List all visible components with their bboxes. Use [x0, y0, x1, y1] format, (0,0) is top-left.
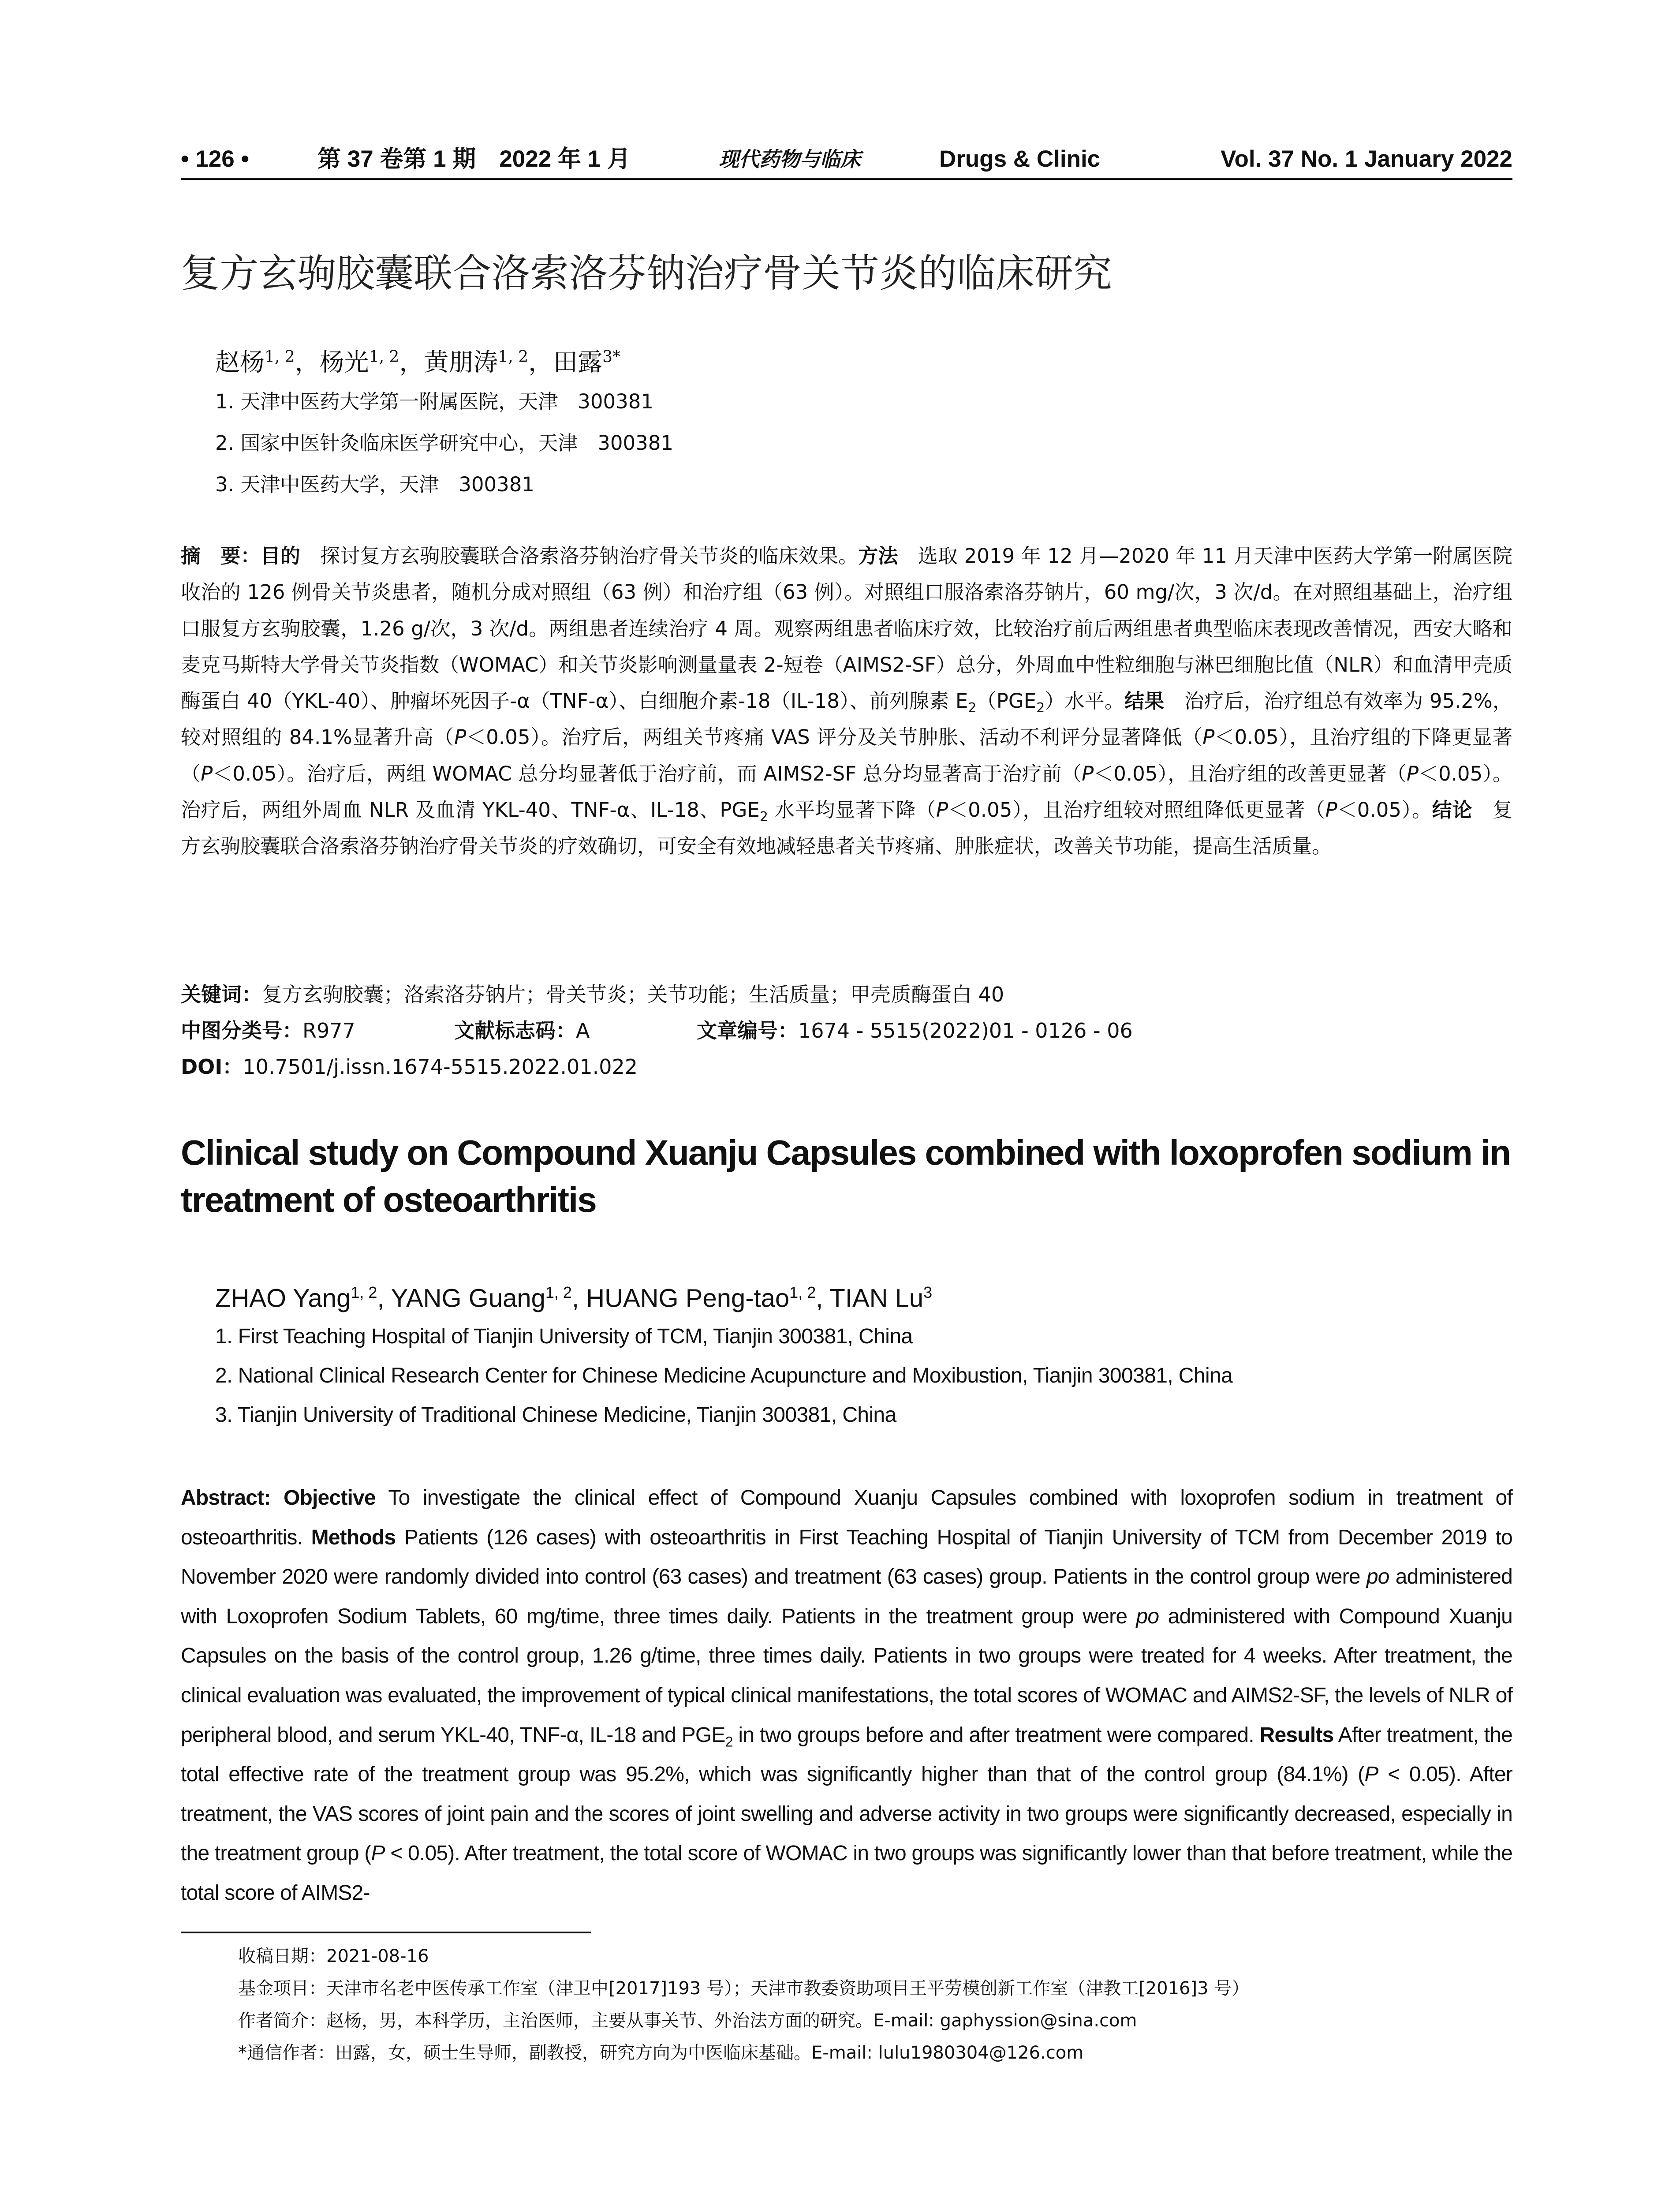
doi-line: [181, 1049, 1512, 1085]
affiliations-cn: [215, 381, 1494, 505]
doc-code-value: A: [576, 1019, 590, 1043]
issue-info-cn: 第 37 卷第 1 期 2022 年 1 月: [317, 146, 631, 172]
doc-code-label: 文献标志码：: [454, 1019, 576, 1043]
methods-text-en: administered with Compound Xuanju Capsules on the basis of the control group, 1.26 g/time, three times daily. Patients in two groups were treated for 4 weeks. After treatment, the clinical evaluation was evaluated, the improvement of typical clinical manifestations, the total scores of WOMAC and AIMS2-SF, the levels of NLR of peripheral blood, and serum YKL-40, TNF-α, IL-18 and PGE: [181, 1604, 1512, 1747]
keywords-label-cn: 关键词：: [181, 983, 262, 1006]
results-text-cn: ＜0.05）。: [1337, 798, 1432, 822]
footnote-label: 作者简介：: [238, 2011, 326, 2031]
author-en: HUANG Peng-tao: [586, 1284, 790, 1313]
author-separator: ，: [528, 348, 553, 377]
author-en: TIAN Lu: [829, 1284, 924, 1313]
author-separator: ,: [571, 1284, 586, 1313]
author-affil-sup: 3*: [602, 348, 621, 366]
authors-en: [215, 1274, 932, 1316]
authors-cn: [215, 340, 620, 381]
author-affil-sup: 1, 2: [369, 348, 399, 366]
clc-value: R977: [302, 1019, 355, 1043]
footnote-text: 天津市名老中医传承工作室（津卫中[2017]193 号）；天津市教委资助项目王平劳模创新工作室（津教工[2016]3 号）: [326, 1978, 1250, 1999]
author-cn: 田露: [553, 348, 603, 377]
footnote-rule: [181, 1932, 591, 1933]
author-separator: ,: [816, 1284, 830, 1313]
journal-name-cn: 现代药物与临床: [719, 147, 861, 171]
author-separator: ，: [295, 348, 320, 377]
results-text-cn: ＜0.05）。治疗后，两组外周血 NLR 及血清 YKL-40、TNF-α、IL-18、PGE: [181, 762, 1512, 822]
title-en: Clinical study on Compound Xuanju Capsules combined with loxoprofen sodium in treatment of osteoarthritis: [181, 1133, 1511, 1219]
author-cn: 赵杨: [215, 348, 265, 377]
objective-text-cn: 探讨复方玄驹胶囊联合洛索洛芬钠治疗骨关节炎的临床效果。: [300, 544, 859, 568]
objective-text-en: To investigate the clinical effect of Compound Xuanju Capsules combined with loxoprofen sodium in treatment of osteoarthritis.: [181, 1486, 1512, 1549]
author-affil-sup: 1, 2: [265, 348, 295, 366]
subscript: 2: [725, 1734, 733, 1750]
author-affil-sup: 1, 2: [498, 348, 529, 366]
author-cn: 杨光: [319, 348, 369, 377]
p-value-symbol: P: [1406, 762, 1419, 785]
page-number: • 126 •: [181, 146, 249, 172]
objective-label-cn: 目的: [260, 544, 301, 568]
classification-line: [181, 1013, 1512, 1049]
footnote-text: 田露，女，硕士生导师，副教授，研究方向为中医临床基础。E-mail: lulu1980304@126.com: [335, 2043, 1084, 2063]
footnotes: [238, 1940, 1517, 2069]
journal-name-en: Drugs & Clinic: [939, 146, 1101, 172]
abstract-label-en: Abstract:: [181, 1486, 271, 1510]
footnote-label: 基金项目：: [238, 1978, 326, 1999]
running-header: [181, 140, 1512, 178]
affiliation-cn: 1. 天津中医药大学第一附属医院，天津 300381: [215, 390, 654, 413]
results-text-cn: ＜0.05）。治疗后，两组 WOMAC 总分均显著低于治疗前，而 AIMS2-SF 总分均显著高于治疗前（: [213, 762, 1082, 785]
conclusion-text-cn: 复方玄驹胶囊联合洛索洛芬钠治疗骨关节炎的疗效确切，可安全有效地减轻患者关节疼痛、肿胀症状，改善关节功能，提高生活质量。: [181, 798, 1512, 858]
methods-text-cn: ）水平。: [1045, 689, 1125, 713]
results-text-cn: 水平均显著下降（: [768, 798, 937, 822]
p-value-symbol: P: [1202, 725, 1215, 749]
methods-text-cn: （PGE: [976, 689, 1037, 713]
conclusion-label-cn: 结论: [1432, 798, 1473, 822]
author-cn: 黄朋涛: [424, 348, 498, 377]
issue-info-en: Vol. 37 No. 1 January 2022: [1221, 146, 1512, 172]
methods-label-cn: 方法: [858, 544, 898, 568]
methods-label-en: Methods: [311, 1525, 396, 1549]
abstract-label-cn: 摘 要：: [181, 544, 261, 568]
doi-link[interactable]: 10.7501/j.issn.1674-5515.2022.01.022: [243, 1055, 638, 1079]
keywords-cn: [181, 976, 1512, 1013]
footnote-corresponding: [238, 2037, 1517, 2069]
affiliation-en: 1. First Teaching Hospital of Tianjin University of TCM, Tianjin 300381, China: [215, 1325, 913, 1348]
abstract-cn: [181, 538, 1512, 865]
results-text-en: < 0.05). After treatment, the total score of WOMAC in two groups was significantly lower than that before treatment, while the total score of AIMS2-: [181, 1842, 1512, 1905]
author-en: ZHAO Yang: [215, 1284, 351, 1313]
p-value-symbol: P: [936, 798, 948, 822]
author-affil-sup: 1, 2: [351, 1283, 377, 1301]
p-value-symbol: P: [1082, 762, 1094, 785]
footnote-text: 赵杨，男，本科学历，主治医师，主要从事关节、外治法方面的研究。E-mail: gaphyssion@sina.com: [326, 2011, 1137, 2031]
author-separator: ,: [377, 1284, 391, 1313]
results-text-cn: ＜0.05）。治疗后，两组关节疼痛 VAS 评分及关节肿胀、活动不利评分显著降低（: [466, 725, 1203, 749]
results-text-en: After treatment, the total effective rate of the treatment group was 95.2%, which was significantly higher than that of the control group (84.1%) (: [181, 1723, 1512, 1786]
author-affil-sup: 1, 2: [789, 1283, 816, 1301]
results-text-cn: ＜0.05），且治疗组的改善更显著（: [1094, 762, 1407, 785]
affiliation-cn: 3. 天津中医药大学，天津 300381: [215, 473, 535, 496]
methods-text-en: Patients (126 cases) with osteoarthritis in First Teaching Hospital of Tianjin University of TCM from December 2019 to November 2020 were randomly divided into control (63 cases) and treatment (63 cases) group. Patients in the control group were: [181, 1525, 1512, 1589]
p-value-symbol: P: [371, 1842, 385, 1865]
results-label-en: Results: [1259, 1723, 1334, 1747]
author-separator: ，: [399, 348, 424, 377]
abstract-en: [181, 1478, 1512, 1913]
p-value-symbol: P: [1325, 798, 1337, 822]
doi-label: DOI：: [181, 1055, 243, 1079]
author-en: YANG Guang: [391, 1284, 545, 1313]
results-text-cn: 治疗后，治疗组总有效率为 95.2%，较对照组的 84.1%显著升高（: [181, 689, 1512, 749]
results-text-en: < 0.05). After treatment, the VAS scores of joint pain and the scores of joint swelling and adverse activity in two groups were significantly decreased, especially in the treatment group (: [181, 1763, 1512, 1865]
subscript: 2: [759, 809, 768, 825]
article-number-label: 文章编号：: [697, 1019, 798, 1043]
footnote-funding: [238, 1973, 1517, 2005]
methods-text-en: administered with Loxoprofen Sodium Tablets, 60 mg/time, three times daily. Patients in the treatment group were: [181, 1565, 1512, 1628]
results-text-cn: ＜0.05），且治疗组的下降更显著（: [181, 725, 1513, 785]
footnote-label: 收稿日期：: [238, 1946, 326, 1966]
affiliations-en: [215, 1317, 1516, 1435]
p-value-symbol: P: [201, 762, 213, 785]
footnote-received: [238, 1940, 1517, 1973]
methods-text-en: in two groups before and after treatment were compared.: [732, 1723, 1260, 1747]
footnote-text: 2021-08-16: [326, 1946, 429, 1966]
author-affil-sup: 1, 2: [545, 1283, 572, 1301]
results-label-cn: 结果: [1124, 689, 1165, 713]
affiliation-en: 2. National Clinical Research Center for Chinese Medicine Acupuncture and Moxibustion, Tianjin 300381, China: [215, 1364, 1233, 1387]
header-rule: [181, 178, 1512, 180]
subscript: 2: [1036, 700, 1045, 716]
italic-po: po: [1136, 1604, 1159, 1628]
affiliation-cn: 2. 国家中医针灸临床医学研究中心，天津 300381: [215, 431, 674, 455]
affiliation-en: 3. Tianjin University of Traditional Chinese Medicine, Tianjin 300381, China: [215, 1403, 896, 1427]
clc-label: 中图分类号：: [181, 1019, 302, 1043]
footnote-label: *通信作者：: [238, 2043, 335, 2063]
results-text-cn: ＜0.05），且治疗组较对照组降低更显著（: [948, 798, 1325, 822]
objective-label-en: Objective: [283, 1486, 376, 1510]
italic-po: po: [1366, 1565, 1389, 1589]
keywords-text-cn: 复方玄驹胶囊；洛索洛芬钠片；骨关节炎；关节功能；生活质量；甲壳质酶蛋白 40: [262, 983, 1004, 1006]
author-affil-sup: 3: [923, 1283, 933, 1301]
p-value-symbol: P: [454, 725, 467, 749]
subscript: 2: [968, 700, 977, 716]
footnote-author-bio: [238, 2005, 1517, 2037]
title-cn: 复方玄驹胶囊联合洛索洛芬钠治疗骨关节炎的临床研究: [181, 250, 1113, 296]
article-number-value: 1674 - 5515(2022)01 - 0126 - 06: [798, 1019, 1133, 1043]
p-value-symbol: P: [1364, 1763, 1378, 1786]
methods-text-cn: 选取 2019 年 12 月—2020 年 11 月天津中医药大学第一附属医院收治的 126 例骨关节炎患者，随机分成对照组（63 例）和治疗组（63 例）。对照组口服洛索洛芬钠片，60 mg/次，3 次/d。在对照组基础上，治疗组口服复方玄驹胶囊，1.26 g/次，3 次/d。两组患者连续治疗 4 周。观察两组患者临床疗效，比较治疗前后两组患者典型临床表现改善情况，西安大略和麦克马斯特大学骨关节炎指数（WOMAC）和关节炎影响测量量表 2-短卷（AIMS2-SF）总分，外周血中性粒细胞与淋巴细胞比值（NLR）和血清甲壳质酶蛋白 40（YKL-40）、肿瘤坏死因子-α（TNF-α）、白细胞介素-18（IL-18）、前列腺素 E: [181, 544, 1512, 713]
